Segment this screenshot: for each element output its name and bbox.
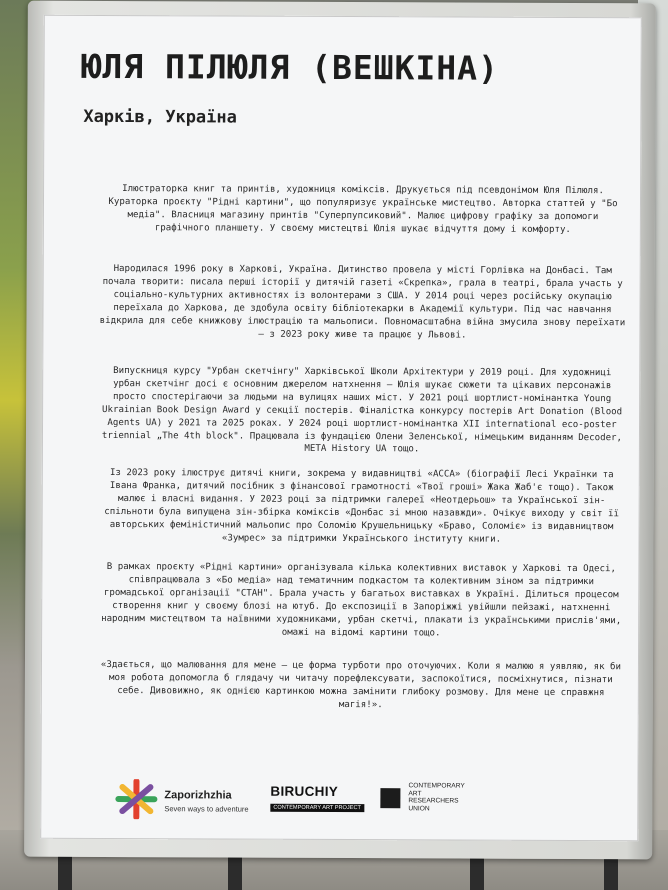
bio-paragraph: Ілюстраторка книг та принтів, художниця коміксів. Друкується під псевдонімом Юля Пілюля. Кураторка проєкту "Рідні картини", що популяризує українське мистецтво. Авторка статтей у "Бо медіа". Власниця магазину принтів "Суперпупсиковий". Малює цифрову графіку за допомоги графічного планшету. У своєму мистецтві Юлія шукає відчуття дому і комфорту.	[108, 184, 618, 235]
poster-frame	[24, 1, 656, 860]
biruchiy-sub: CONTEMPORARY ART PROJECT	[270, 804, 364, 812]
biruchiy-name: BIRUCHIY	[270, 783, 339, 799]
poster-panel	[40, 15, 642, 842]
bio-paragraph: Народилася 1996 року в Харкові, Україна. Дитинство провела у місті Горлівка на Донбасі. Там почала творити: писала перші історії у дитячій газеті «Скрепка», грала в театрі, брала участь у соціально-культурних активностях із волонтерами з США. У 2014 році через російську окупацію переїхала до Харкова, де здобула освіту бібліотекарки в Академії культури. Під час навчання відкрила для себе книжкову ілюстрацію та мальописи. Повномасштабна війна змусила знову переїхати — з 2023 року живе та працює у Львові.	[99, 264, 626, 341]
zaporizhzhia-star-icon	[114, 779, 158, 819]
quote-paragraph: «Здається, що малювання для мене — це форма турботи про оточуючих. Коли я малюю я уявляю, як би моя робота допомогла б глядачу чи читачу порефлексувати, заспокоїтися, посміхнутися, пізнати себе. Дивовижно, як однією картинкою можна замінити глибоку розмову. Для мене це справжня магія!».	[100, 659, 622, 710]
zaporizhzhia-logo	[114, 779, 254, 824]
bio-paragraph: В рамках проєкту «Рідні картини» організувала кілька колективних виставок у Харкові та Одесі, співпрацювала з «Бо медіа» над тематичним подкастом та колективним зіном за підтримки громадської організації "СТАН". Брала участь у багатьох виставках в Україні. Ділиться процесом створення книг у своєму блозі на ютуб. До експозиції в Запоріжжі увійшли пейзажі, натхненні народним мистецтвом та наївними художниками, урбан скетчі, плакати із українськими прислів'ями, омажі на відомі картини тощо.	[101, 561, 622, 638]
bio-paragraph: Із 2023 року ілюструє дитячі книги, зокрема у видавництві «АССА» (біографії Лесі Українки та Івана Франка, дитячий посібник з фінансової грамотності «Твої гроші» Жака Жаб'є тощо). Також малює і власні видання. У 2023 році за підтримки галереї «Неотдерьош» та Української зін-спільноти була випущена зін-збірка коміксів «Донбас зі мною назавжди». Очікує виходу у світ її авторських феміністичний мальопис про Соломію Крушельницьку «Браво, Соломіє» із видавництвом «Зумрес» за підтримки Українського інституту книги.	[104, 467, 619, 545]
partner-logos	[98, 779, 638, 829]
cru-logo	[380, 782, 520, 831]
zaporizhzhia-tagline: Seven ways to adventure	[164, 804, 249, 814]
poster-subtitle: Харків, Україна	[83, 106, 237, 128]
biruchiy-logo	[270, 784, 366, 820]
bio-paragraph: Випускниця курсу "Урбан скетчінгу" Харківської Школи Архітектури у 2019 році. Для художниці урбан скетчінг досі є основним джерелом натхнення — Юлія шукає сюжети та цікавих персонажів просто спостерігаючи за людьми на вулицях наших міст. У 2021 році шортлист-номінантка Young Ukrainian Book Design Award у секції постерів. Фіналістка конкурсу постерів Art Donation (Blood Agents UA) у 2021 та 2025 роках. У 2024 році шортлист-номінантка XII international eco-poster triennial „The 4th block". Працювала із фундацією Олени Зеленської, німецьким виданням Decoder, META History UA тощо.	[101, 366, 623, 455]
poster-title: ЮЛЯ ПІЛЮЛЯ (ВЕШКІНА)	[81, 46, 500, 88]
cru-name: CONTEMPORARY ART RESEARCHERS UNION	[408, 782, 465, 813]
cru-square-icon	[380, 788, 400, 808]
zaporizhzhia-name: Zaporizhzhia	[164, 789, 232, 802]
